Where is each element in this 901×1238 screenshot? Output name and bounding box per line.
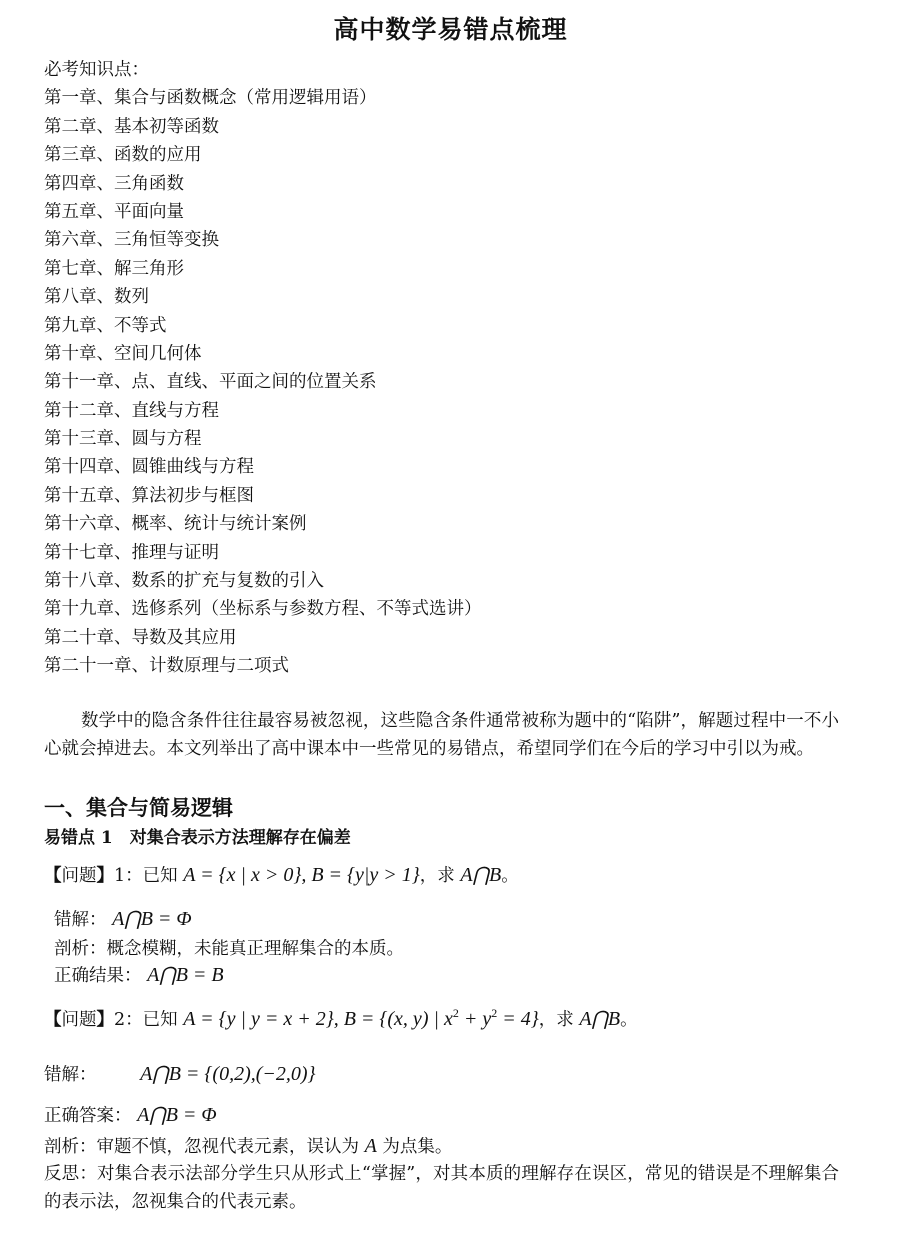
set-expression-part: = 4}	[497, 1008, 539, 1030]
chapter-item: 第十七章、推理与证明	[44, 542, 219, 563]
problem-1-analysis	[54, 935, 404, 960]
correct-label: 正确结果：	[54, 966, 142, 986]
chapter-item: 第十五章、算法初步与框图	[44, 485, 254, 506]
analysis-label: 剖析：	[44, 1137, 97, 1157]
page-title: 高中数学易错点梳理	[333, 15, 568, 44]
chapter-item: 第二十章、导数及其应用	[44, 627, 237, 648]
set-expression-part: A = {y | y = x + 2}, B = {(x, y) | x	[183, 1008, 453, 1030]
problem-2-set-expression	[183, 1008, 539, 1030]
problem-1-wrong-solution	[54, 906, 192, 931]
problem-bracket-open: 【	[44, 866, 62, 886]
problem-1-correct-result	[54, 962, 224, 987]
problem-prefix: 已知	[142, 1010, 178, 1030]
chapter-item: 第七章、解三角形	[44, 258, 184, 279]
analysis-label: 剖析：	[54, 939, 107, 959]
problem-ask-text: ，求	[419, 866, 455, 886]
problem-1-ask-expression: A⋂B	[460, 864, 502, 886]
chapter-list	[44, 56, 864, 681]
problem-label: 问题	[61, 866, 97, 886]
problem-number: 2：	[114, 1010, 143, 1030]
intro-paragraph: 数学中的隐含条件往往最容易被忽视，这些隐含条件通常被称为题中的“陷阱”，解题过程中一不小心就会掉进去。本文列举出了高中课本中一些常见的易错点，希望同学们在今后的学习中引以为戒。	[44, 711, 839, 759]
chapter-item: 第二章、基本初等函数	[44, 116, 219, 137]
wrong-label: 错解：	[44, 1065, 97, 1085]
problem-2-correct-answer	[44, 1102, 217, 1127]
exponent: 2	[491, 1006, 498, 1020]
chapter-item: 第五章、平面向量	[44, 201, 184, 222]
chapter-item: 第一章、集合与函数概念（常用逻辑用语）	[44, 88, 377, 109]
chapter-item: 第三章、函数的应用	[44, 145, 202, 166]
section-heading: 一、集合与简易逻辑	[44, 796, 233, 820]
problem-bracket-open: 【	[44, 1010, 62, 1030]
problem-number: 1：	[114, 866, 143, 886]
chapter-item: 第十九章、选修系列（坐标系与参数方程、不等式选讲）	[44, 599, 482, 620]
analysis-variable: A	[364, 1135, 377, 1157]
problem-label: 问题	[61, 1010, 97, 1030]
problem-2-analysis	[44, 1133, 452, 1158]
chapter-item: 第十四章、圆锥曲线与方程	[44, 457, 254, 478]
problem-end: 。	[501, 866, 519, 886]
problem-bracket-close: 】	[96, 866, 114, 886]
chapter-item: 第十八章、数系的扩充与复数的引入	[44, 571, 324, 592]
correct-expression: A⋂B = Φ	[137, 1104, 217, 1126]
problem-1-statement	[44, 862, 519, 887]
problem-2-wrong-solution	[44, 1061, 316, 1086]
problem-2-ask-expression: A⋂B	[579, 1008, 621, 1030]
problem-bracket-close: 】	[96, 1010, 114, 1030]
chapter-item: 第九章、不等式	[44, 315, 167, 336]
reflection-paragraph: 反思：对集合表示法部分学生只从形式上“掌握”，对其本质的理解存在误区，常见的错误是不理解集合的表示法，忽视集合的代表元素。	[44, 1164, 839, 1212]
problem-prefix: 已知	[142, 866, 178, 886]
correct-label: 正确答案：	[44, 1106, 132, 1126]
chapter-item: 第十三章、圆与方程	[44, 429, 202, 450]
chapter-item: 第六章、三角恒等变换	[44, 230, 219, 251]
chapter-item: 第十章、空间几何体	[44, 343, 202, 364]
chapter-item: 第八章、数列	[44, 287, 149, 308]
wrong-label: 错解：	[54, 910, 107, 930]
wrong-expression: A⋂B = {(0,2),(−2,0)}	[140, 1063, 316, 1085]
chapter-item: 第十二章、直线与方程	[44, 400, 219, 421]
problem-ask-text: ，求	[538, 1010, 574, 1030]
chapter-item: 第十一章、点、直线、平面之间的位置关系	[44, 372, 377, 393]
chapter-item: 第四章、三角函数	[44, 173, 184, 194]
wrong-expression: A⋂B = Φ	[112, 908, 192, 930]
correct-expression: A⋂B = B	[147, 964, 224, 986]
chapter-item: 第二十一章、计数原理与二项式	[44, 656, 289, 677]
toc-heading: 必考知识点：	[44, 60, 149, 80]
problem-1-set-expression: A = {x | x > 0}, B = {y|y > 1}	[183, 864, 420, 886]
analysis-text: 为点集。	[382, 1137, 453, 1157]
error-point-heading: 易错点 1 对集合表示方法理解存在偏差	[44, 828, 351, 848]
exponent: 2	[452, 1006, 459, 1020]
chapter-item: 第十六章、概率、统计与统计案例	[44, 514, 307, 535]
problem-end: 。	[620, 1010, 638, 1030]
problem-2-statement	[44, 1006, 638, 1031]
analysis-text: 审题不慎，忽视代表元素，误认为	[96, 1137, 359, 1157]
analysis-text: 概念模糊，未能真正理解集合的本质。	[106, 939, 404, 959]
set-expression-part: + y	[458, 1008, 492, 1030]
